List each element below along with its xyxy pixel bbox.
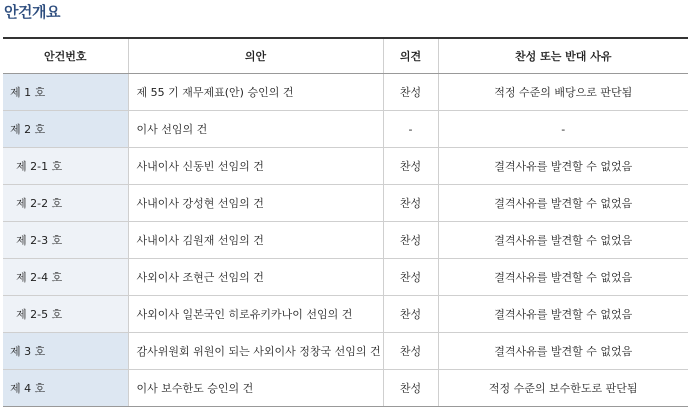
agenda-number: 제 2-4 호 [3,259,128,296]
agenda-opinion: 찬성 [383,185,438,222]
header-reason: 찬성 또는 반대 사유 [438,38,688,74]
agenda-title: 제 55 기 재무제표(안) 승인의 건 [128,74,383,111]
agenda-title: 사내이사 김원재 선임의 건 [128,222,383,259]
agenda-reason: 결격사유를 발견할 수 없었음 [438,148,688,185]
table-row [3,296,688,333]
agenda-number: 제 2-5 호 [3,296,128,333]
agenda-number: 제 4 호 [3,370,128,407]
agenda-title: 이사 선임의 건 [128,111,383,148]
agenda-number: 제 2-1 호 [3,148,128,185]
agenda-title: 사외이사 조현근 선임의 건 [128,259,383,296]
agenda-title: 이사 보수한도 승인의 건 [128,370,383,407]
agenda-number: 제 3 호 [3,333,128,370]
agenda-opinion: 찬성 [383,222,438,259]
agenda-opinion: 찬성 [383,74,438,111]
table-row [3,74,688,111]
table-row [3,259,688,296]
header-number: 안건번호 [3,38,128,74]
agenda-reason: 결격사유를 발견할 수 없었음 [438,296,688,333]
table-row [3,185,688,222]
agenda-reason: 결격사유를 발견할 수 없었음 [438,259,688,296]
agenda-reason: 결격사유를 발견할 수 없었음 [438,185,688,222]
agenda-title: 사외이사 일본국인 히로유키카나이 선임의 건 [128,296,383,333]
agenda-opinion: 찬성 [383,296,438,333]
table-row [3,370,688,407]
table-row [3,111,688,148]
agenda-number: 제 1 호 [3,74,128,111]
agenda-opinion: 찬성 [383,148,438,185]
agenda-number: 제 2 호 [3,111,128,148]
agenda-opinion: 찬성 [383,333,438,370]
page-title: 안건개요 [4,3,60,21]
agenda-opinion: - [383,111,438,148]
agenda-number: 제 2-3 호 [3,222,128,259]
agenda-reason: 적정 수준의 배당으로 판단됨 [438,74,688,111]
agenda-title: 사내이사 신동빈 선임의 건 [128,148,383,185]
agenda-reason: 결격사유를 발견할 수 없었음 [438,222,688,259]
header-opinion: 의견 [383,38,438,74]
agenda-reason: 적정 수준의 보수한도로 판단됨 [438,370,688,407]
agenda-reason: 결격사유를 발견할 수 없었음 [438,333,688,370]
agenda-opinion: 찬성 [383,370,438,407]
table-row [3,333,688,370]
agenda-opinion: 찬성 [383,259,438,296]
agenda-reason: - [438,111,688,148]
table-header-row [3,38,688,74]
agenda-number: 제 2-2 호 [3,185,128,222]
header-agenda: 의안 [128,38,383,74]
agenda-title: 감사위원회 위원이 되는 사외이사 정창국 선임의 건 [128,333,383,370]
agenda-title: 사내이사 강성현 선임의 건 [128,185,383,222]
agenda-table [3,37,688,407]
table-row [3,148,688,185]
table-row [3,222,688,259]
